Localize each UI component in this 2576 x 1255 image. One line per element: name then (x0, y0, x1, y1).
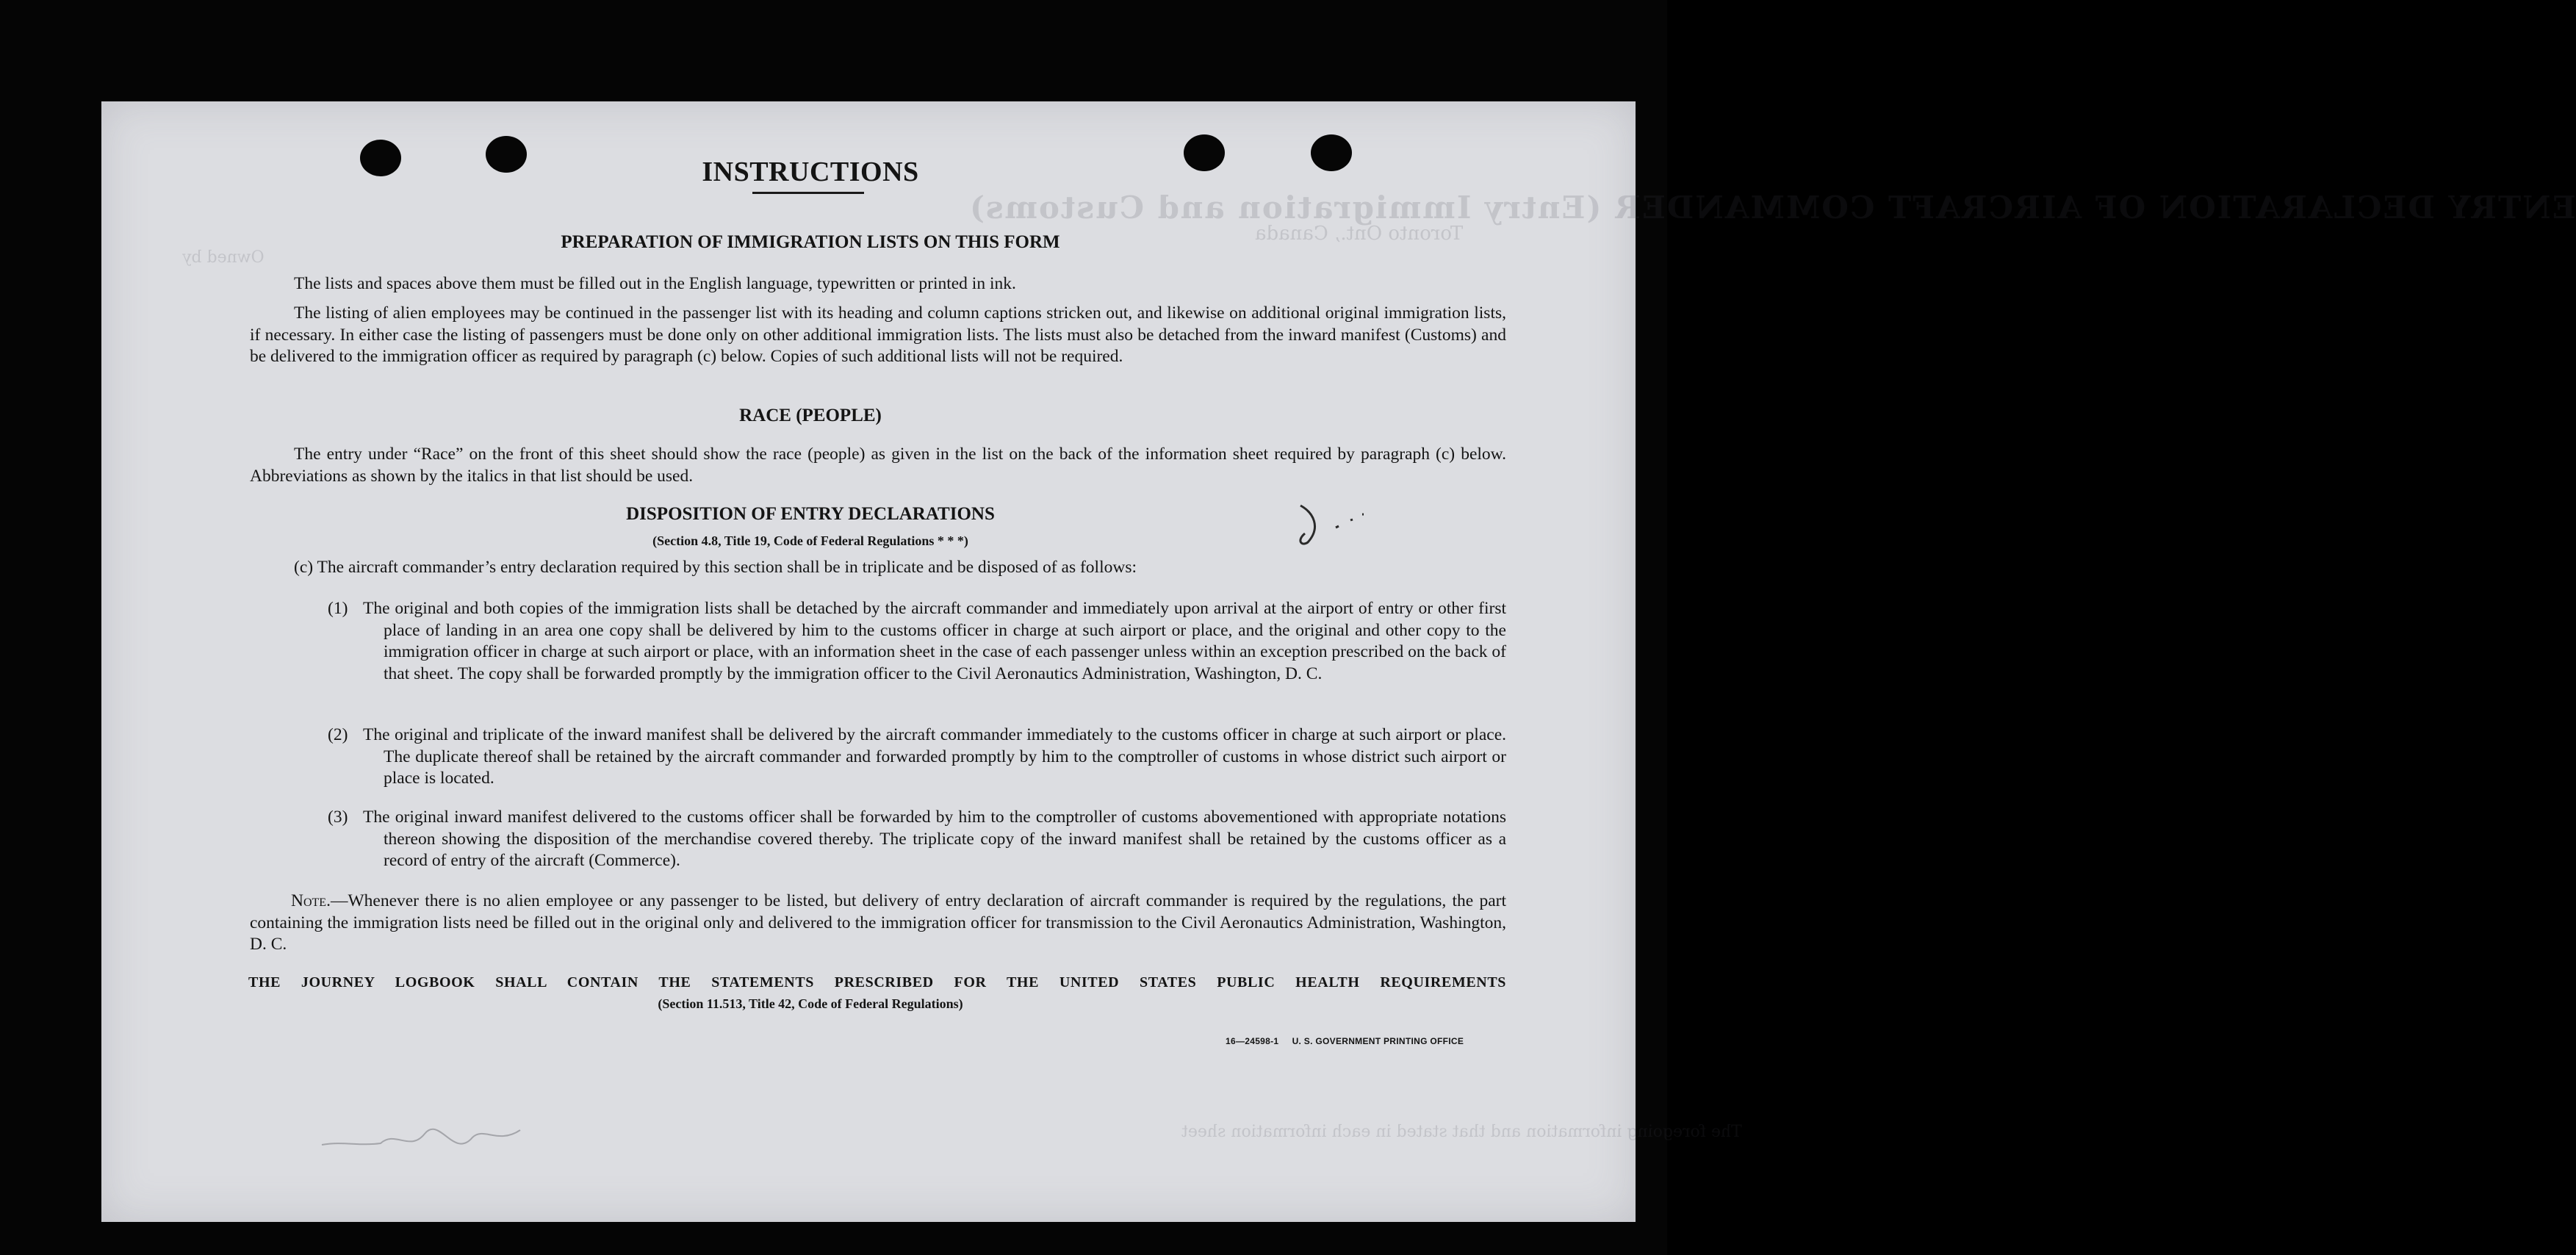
list-item-text: The original and triplicate of the inward manifest shall be delivered by the aircraft commander immediately to the customs officer in charge at such airport or place. The duplicate thereof shall be retained by the aircraft commander and forwarded promptly by him to the comptroller of customs in whose district such airport or place is located. (363, 725, 1506, 788)
bleed-through-title: ENTRY DECLARATION OF AIRCRAFT COMMANDER (Entry Immigration and Customs) (968, 190, 2576, 226)
bleed-through-location: Toronto Ont., Canada (1255, 223, 1464, 245)
paragraph-alien-employees: The listing of alien employees may be continued in the passenger list with its heading and column captions stricken out, and likewise on additional original immigration lists, if necessary. In either case the listing of passengers must be done only on other additional immigration lists. The lists must also be detached from the inward manifest (Customs) and be delivered to the immigration officer as required by paragraph (c) below. Copies of such additional lists will not be required. (250, 303, 1506, 366)
handwritten-mark (1292, 498, 1387, 550)
faint-signature (314, 1101, 535, 1174)
note-label: Note. (291, 891, 331, 910)
section-citation-disposition: (Section 4.8, Title 19, Code of Federal Regulations * * *) (652, 533, 968, 548)
list-item: (3) The original inward manifest delivered to the customs officer shall be forwarded by him to the comptroller of customs abovementioned with appropriate notations thereon showing the disposition of the merchandise covered thereby. The triplicate copy of the inward manifest shall be retained by the customs officer as a record of entry of the aircraft (Commerce). (328, 808, 1506, 870)
printer-name: U. S. GOVERNMENT PRINTING OFFICE (1292, 1036, 1464, 1046)
document-page (101, 101, 2576, 1222)
list-item: (2) The original and triplicate of the inward manifest shall be delivered by the aircraft commander immediately to the customs officer in charge at such airport or place. The duplicate thereof shall be retained by the aircraft commander and forwarded promptly by him to the comptroller of customs in whose district such airport or place is located. (328, 725, 1506, 788)
section-heading-disposition: DISPOSITION OF ENTRY DECLARATIONS (626, 504, 995, 524)
bleed-through-certification: The foregoing information and that stated in each information sheet (1181, 1123, 1742, 1141)
health-requirements-citation: (Section 11.513, Title 42, Code of Federal Regulations) (658, 996, 963, 1011)
note-text: —Whenever there is no alien employee or any passenger to be listed, but delivery of entry declaration of aircraft commander is required by the regulations, the part containing the immigration lists need be filled out in the original only and delivered to the immigration officer for transmission to the Civil Aeronautics Administration, Washington, D. C. (250, 891, 1506, 954)
paragraph-disposition-intro: (c) The aircraft commander’s entry declaration required by this section shall be in triplicate and be disposed of as follows: (294, 558, 1137, 577)
bleed-through-owner: Owned by (182, 248, 265, 267)
paragraph-note (250, 891, 1506, 956)
form-number: 16—24598-1 (1226, 1036, 1279, 1046)
paragraph-race: The entry under “Race” on the front of this sheet should show the race (people) as given in the list on the back of the information sheet required by paragraph (c) below. Abbreviations as shown by the italics in that list should be used. (250, 445, 1506, 486)
section-heading-immigration-lists: PREPARATION OF IMMIGRATION LISTS ON THIS FORM (561, 232, 1060, 252)
list-item-text: The original and both copies of the immigration lists shall be detached by the aircraft commander and immediately upon arrival at the airport of entry or other first place of landing in an area one copy shall be delivered by him to the customs officer in charge at such airport or place, and the original and other copy to the immigration officer in charge at such airport or place, with an information sheet in the case of each passenger unless within an exception prescribed on the back of that sheet. The copy shall be forwarded promptly by the immigration officer to the Civil Aeronautics Administration, Washington, D. C. (363, 599, 1506, 683)
section-heading-race: RACE (PEOPLE) (739, 406, 882, 425)
page-title: INSTRUCTIONS (702, 157, 919, 187)
list-item-text: The original inward manifest delivered to the customs officer shall be forwarded by him to the comptroller of customs abovementioned with appropriate notations thereon showing the disposition of the merchandise covered thereby. The triplicate copy of the inward manifest shall be retained by the customs officer as a record of entry of the aircraft (Commerce). (363, 808, 1506, 870)
list-item: (1) The original and both copies of the immigration lists shall be detached by the aircraft commander and immediately upon arrival at the airport of entry or other first place of landing in an area one copy shall be delivered by him to the customs officer in charge at such airport or place, and the original and other copy to the immigration officer in charge at such airport or place, with an information sheet in the case of each passenger unless within an exception prescribed on the back of that sheet. The copy shall be forwarded promptly by the immigration officer to the Civil Aeronautics Administration, Washington, D. C. (328, 599, 1506, 683)
health-requirements-line: THE JOURNEY LOGBOOK SHALL CONTAIN THE STATEMENTS PRESCRIBED FOR THE UNITED STATES PUBLIC HEALTH REQUIREMENTS (248, 974, 1506, 990)
paragraph-language: The lists and spaces above them must be filled out in the English language, typewritten or printed in ink. (294, 274, 1016, 293)
title-underline (752, 192, 864, 194)
form-printing-code (1226, 1036, 1464, 1046)
